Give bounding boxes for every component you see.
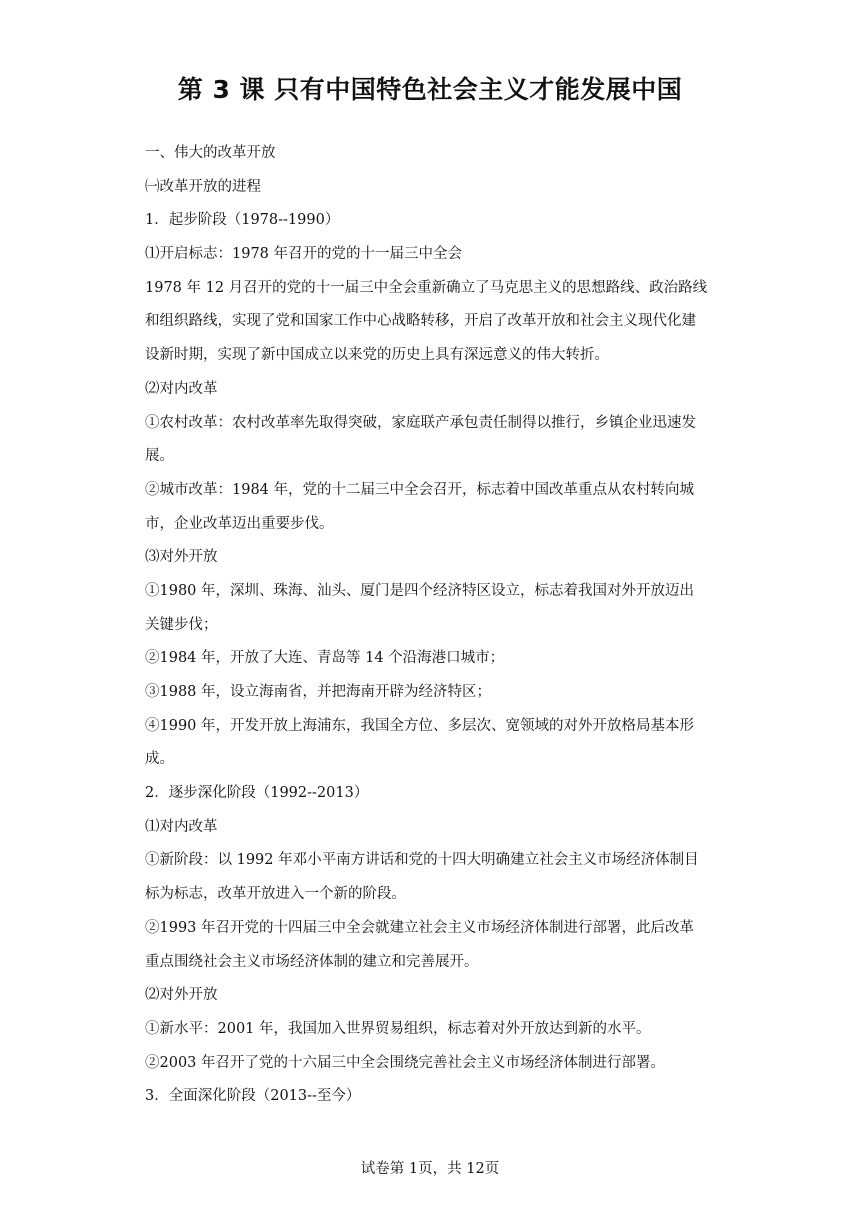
point-heading-line: ⑴对内改革 (145, 818, 218, 835)
list-item-line: ②1984 年，开放了大连、青岛等 14 个沿海港口城市； (145, 650, 505, 667)
paragraph-line: 1978 年 12 月召开的党的十一届三中全会重新确立了马克思主义的思想路线、政治路线 (145, 279, 708, 296)
list-item-line: ④1990 年，开发开放上海浦东，我国全方位、多层次、宽领域的对外开放格局基本形 (145, 717, 695, 734)
list-item-line: ②1993 年召开党的十四届三中全会就建立社会主义市场经济体制进行部署，此后改革 (145, 919, 695, 936)
list-item-line: ①农村改革：农村改革率先取得突破，家庭联产承包责任制得以推行，乡镇企业迅速发 (145, 414, 696, 431)
list-item-line: ②2003 年召开了党的十六届三中全会围绕完善社会主义市场经济体制进行部署。 (145, 1054, 666, 1071)
stage-heading-line: 2．逐步深化阶段（1992--2013） (145, 785, 369, 802)
list-item-line: 展。 (145, 448, 174, 465)
stage-heading-line: 3．全面深化阶段（2013--至今） (145, 1088, 361, 1105)
stage-heading-line: 1．起步阶段（1978--1990） (145, 212, 340, 229)
paragraph-line: 设新时期，实现了新中国成立以来党的历史上具有深远意义的伟大转折。 (145, 347, 609, 364)
document-body (145, 137, 720, 1114)
list-item-line: 重点围绕社会主义市场经济体制的建立和完善展开。 (145, 953, 479, 970)
page-title: 第 3 课 只有中国特色社会主义才能发展中国 (177, 75, 683, 104)
list-item-line: 标为标志，改革开放进入一个新的阶段。 (145, 886, 406, 903)
list-item-line: ①新水平：2001 年，我国加入世界贸易组织，标志着对外开放达到新的水平。 (145, 1020, 651, 1037)
section-heading-line: 一、伟大的改革开放 (145, 145, 276, 161)
list-item-line: ①新阶段：以 1992 年邓小平南方讲话和党的十四大明确建立社会主义市场经济体制目 (145, 852, 699, 869)
point-heading-line: ⑵对外开放 (145, 987, 218, 1004)
point-heading-line: ⑶对外开放 (145, 549, 218, 566)
list-item-line: ②城市改革：1984 年，党的十二届三中全会召开，标志着中国改革重点从农村转向城 (145, 481, 695, 498)
page-footer: 试卷第 1页，共 12页 (360, 1161, 500, 1177)
list-item-line: 市，企业改革迈出重要步伐。 (145, 515, 334, 532)
list-item-line: ③1988 年，设立海南省，并把海南开辟为经济特区； (145, 684, 492, 700)
point-heading-line: ⑵对内改革 (145, 380, 218, 397)
paragraph-line: 和组织路线，实现了党和国家工作中心战略转移，开启了改革开放和社会主义现代化建 (145, 313, 696, 330)
list-item-line: ①1980 年，深圳、珠海、汕头、厦门是四个经济特区设立，标志着我国对外开放迈出 (145, 582, 695, 599)
list-item-line: 成。 (145, 751, 174, 768)
list-item-line: 关键步伐； (145, 616, 218, 633)
subsection-heading-line: ㈠改革开放的进程 (145, 178, 261, 195)
point-heading-line: ⑴开启标志：1978 年召开的党的十一届三中全会 (145, 246, 463, 263)
